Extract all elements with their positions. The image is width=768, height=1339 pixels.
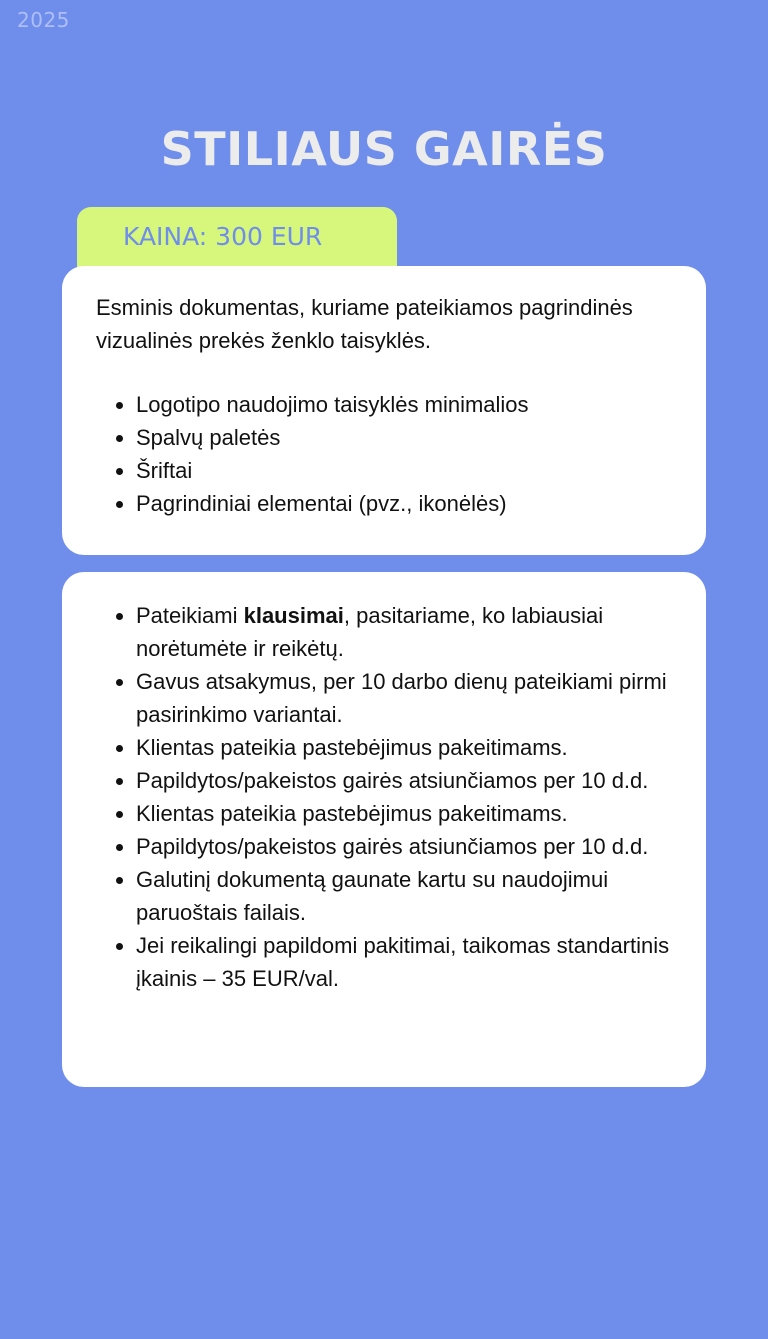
list-item: • Papildytos/pakeistos gairės atsiunčiamos per 10 d.d. xyxy=(136,764,676,797)
list-item: • Gavus atsakymus, per 10 darbo dienų pateikiami pirmi pasirinkimo variantai. xyxy=(136,665,676,731)
item-prefix: Pateikiami xyxy=(136,603,244,628)
list-item: • Šriftai xyxy=(136,454,676,487)
list-item: • Klientas pateikia pastebėjimus pakeitimams. xyxy=(136,731,676,764)
page-title: STILIAUS GAIRĖS xyxy=(160,122,608,176)
features-list xyxy=(96,388,676,520)
intro-text: Esminis dokumentas, kuriame pateikiamos pagrindinės vizualinės prekės ženklo taisyklės. xyxy=(96,295,633,353)
list-item xyxy=(136,599,676,665)
year-label: 2025 xyxy=(17,8,70,32)
list-item: • Jei reikalingi papildomi pakitimai, taikomas standartinis įkainis – 35 EUR/val. xyxy=(136,929,676,995)
list-item: • Pagrindiniai elementai (pvz., ikonėlės) xyxy=(136,487,676,520)
price-label: KAINA: 300 EUR xyxy=(123,222,323,251)
process-card xyxy=(62,572,706,1087)
item-suffix: , pasitariame, ko labiausiai norėtumėte ir reikėtų. xyxy=(136,603,604,661)
item-bold-text: klausimai xyxy=(243,603,344,628)
list-item: • Galutinį dokumentą gaunate kartu su naudojimui paruoštais failais. xyxy=(136,863,676,929)
process-list xyxy=(96,599,676,995)
list-item: • Logotipo naudojimo taisyklės minimalios xyxy=(136,388,676,421)
description-card xyxy=(62,266,706,555)
list-item: • Papildytos/pakeistos gairės atsiunčiamos per 10 d.d. xyxy=(136,830,676,863)
list-item: • Spalvų paletės xyxy=(136,421,676,454)
list-item: • Klientas pateikia pastebėjimus pakeitimams. xyxy=(136,797,676,830)
